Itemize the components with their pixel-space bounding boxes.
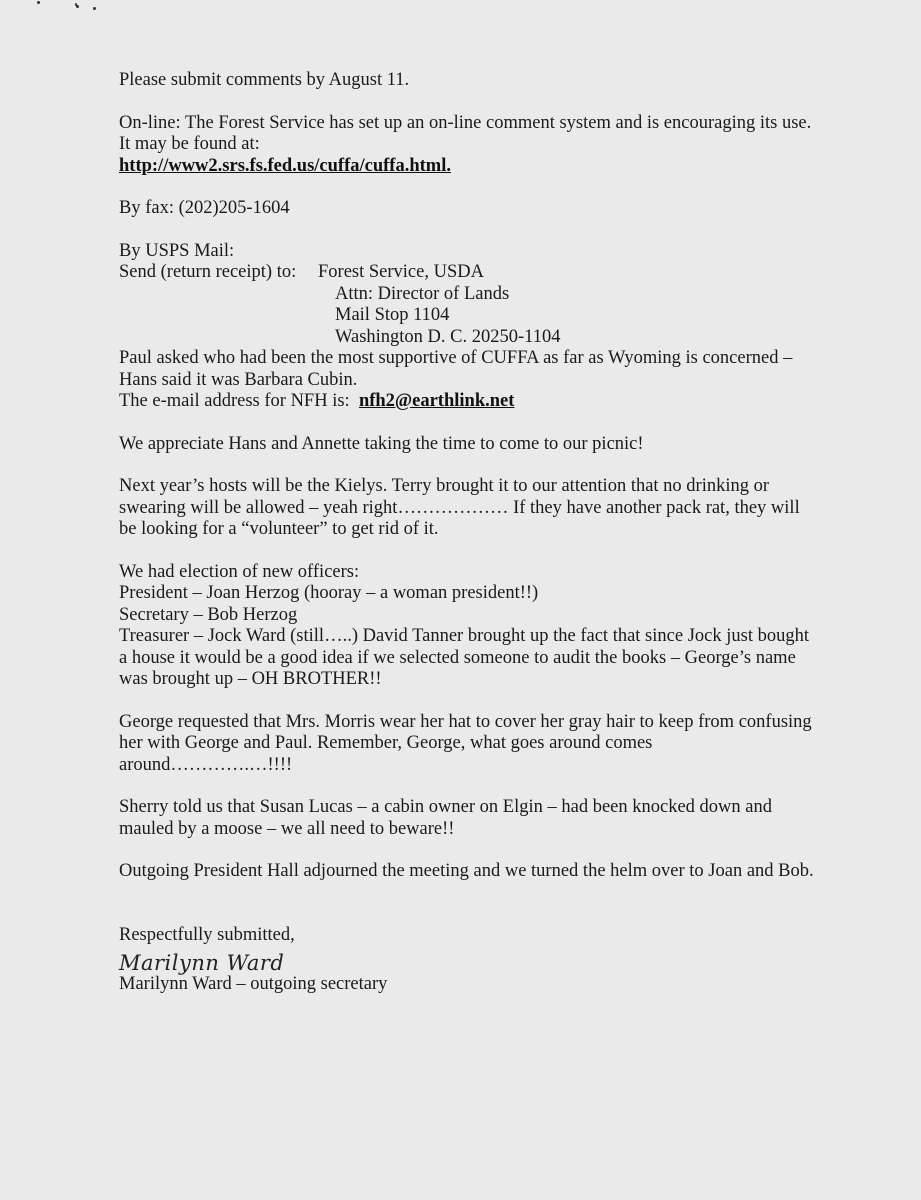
comment-url-link[interactable]: http://www2.srs.fs.fed.us/cuffa/cuffa.html. [119, 155, 451, 176]
signer-name: Marilynn Ward – outgoing secretary [119, 974, 388, 994]
appreciation: We appreciate Hans and Annette taking the time to come to our picnic! [119, 433, 644, 454]
officer-secretary: Secretary – Bob Herzog [119, 604, 298, 625]
address-line: Forest Service, USDA [318, 262, 484, 282]
mailing-address [119, 262, 819, 284]
george-request: George requested that Mrs. Morris wear her hat to cover her gray hair to keep from confusing her with George and Paul. Remember, George, what goes around comes around………….…!!!! [119, 711, 812, 775]
next-year-hosts: Next year’s hosts will be the Kielys. Terry brought it to our attention that no drinking or swearing will be allowed – yeah right……………… If they have another pack rat, they will be looking for a “volunteer” to get rid of it. [119, 476, 800, 539]
online-instructions: On-line: The Forest Service has set up an on-line comment system and is encouraging its use. It may be found at: [119, 112, 812, 154]
fax-number: By fax: (202)205-1604 [119, 198, 290, 218]
election-heading: We had election of new officers: [119, 561, 360, 582]
closing: Respectfully submitted, [119, 924, 295, 945]
email-label: The e-mail address for NFH is: [119, 391, 350, 411]
mail-heading: By USPS Mail: [119, 240, 235, 261]
email-link[interactable]: nfh2@earthlink.net [358, 391, 515, 411]
email-line [119, 391, 819, 413]
address-line: Washington D. C. 20250-1104 [335, 326, 561, 347]
officer-president: President – Joan Herzog (hooray – a woman president!!) [119, 583, 539, 603]
address-line: Attn: Director of Lands [335, 283, 510, 304]
handwritten-signature: Marilynn Ward [119, 951, 285, 975]
address-line: Mail Stop 1104 [335, 305, 450, 325]
comment-deadline: Please submit comments by August 11. [119, 70, 410, 90]
paul-question: Paul asked who had been the most supportive of CUFFA as far as Wyoming is concerned – Hans said it was Barbara Cubin. [119, 348, 793, 390]
moose-warning: Sherry told us that Susan Lucas – a cabin owner on Elgin – had been knocked down and mauled by a moose – we all need to beware!! [119, 797, 773, 839]
send-label: Send (return receipt) to: [119, 262, 297, 282]
document-page [119, 70, 819, 996]
meeting-adjourned: Outgoing President Hall adjourned the meeting and we turned the helm over to Joan and Bob. [119, 861, 814, 881]
officer-treasurer: Treasurer – Jock Ward (still…..) David Tanner brought up the fact that since Jock just bought a house it would be a good idea if we selected someone to audit the books – George’s name was brought up – OH BROTHER!! [119, 626, 809, 689]
